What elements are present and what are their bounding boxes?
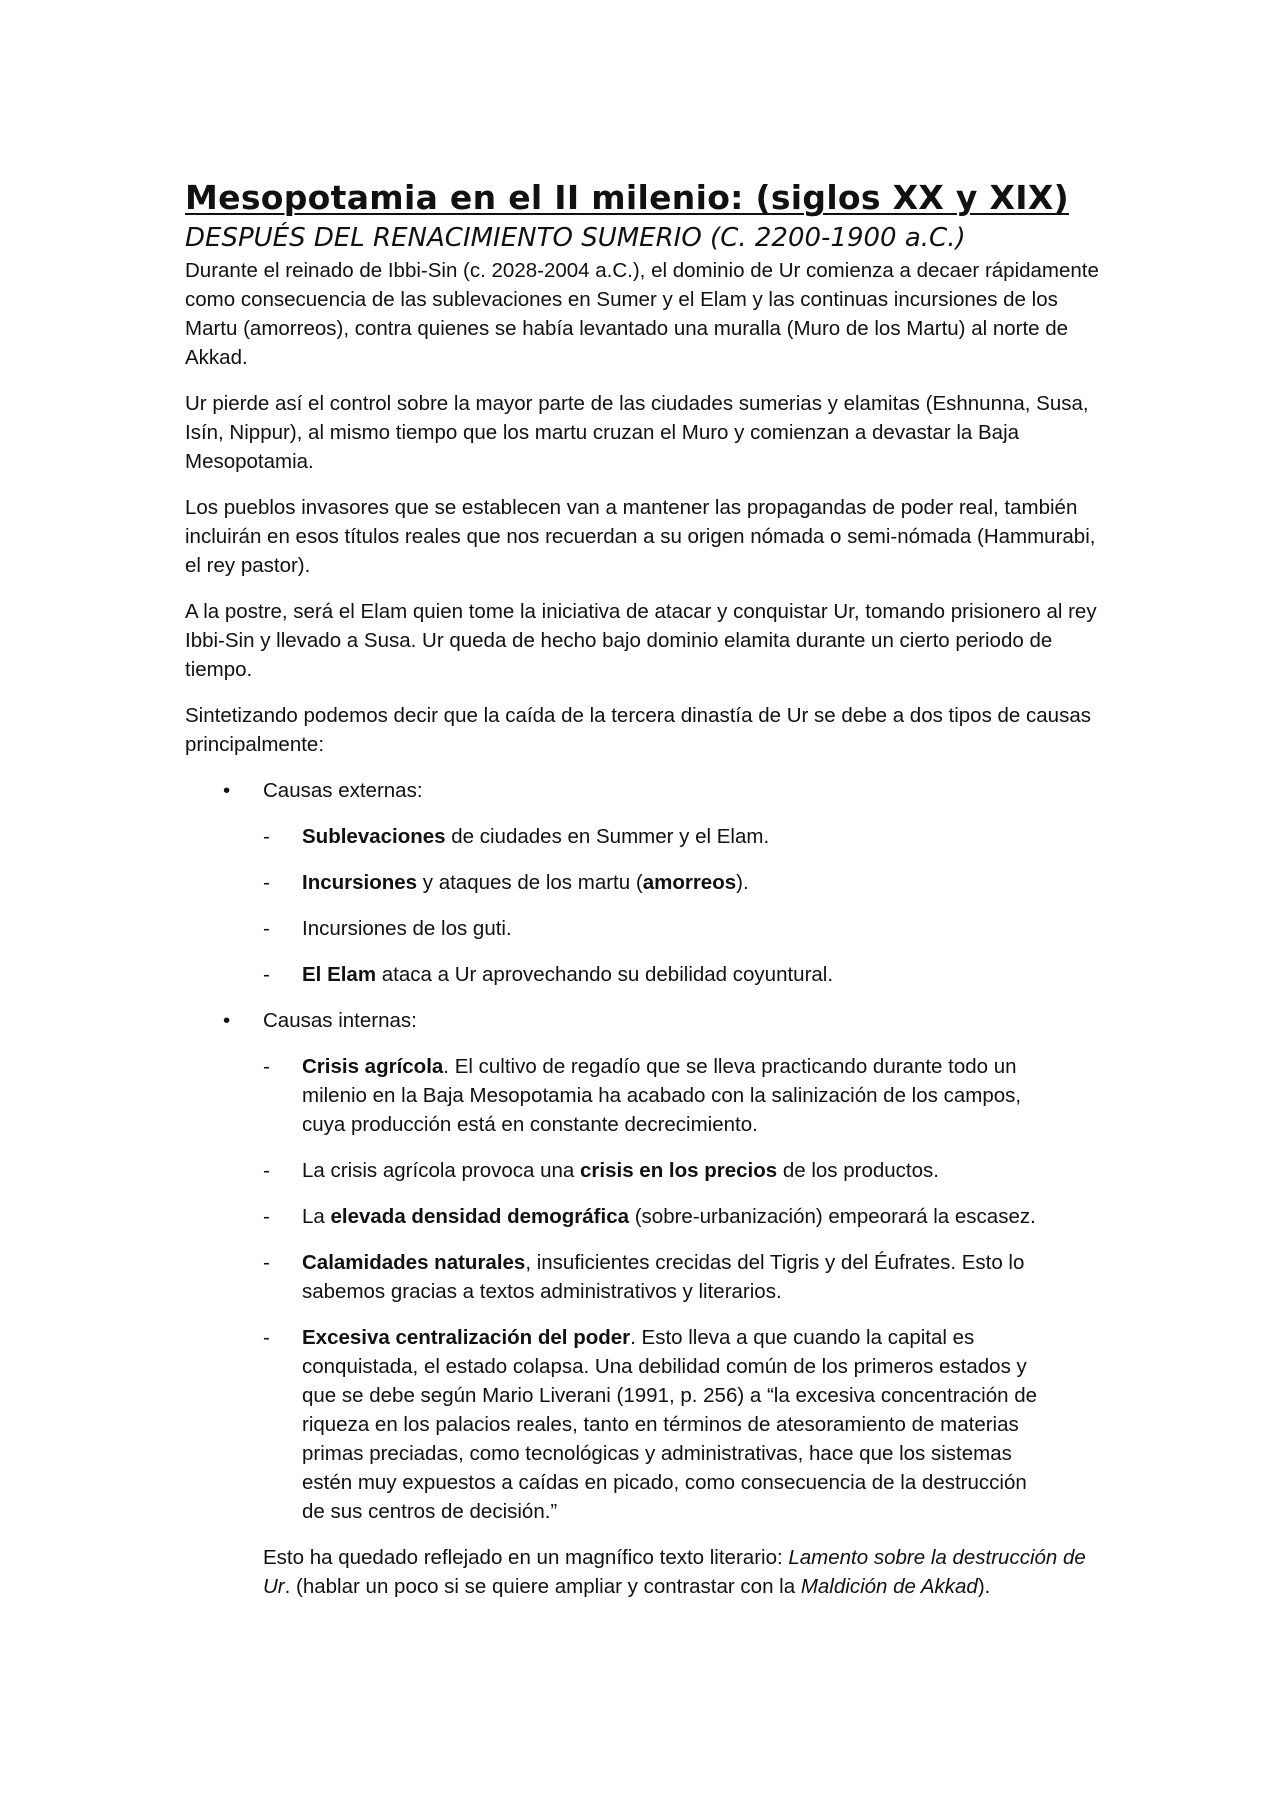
item-text: . Esto lleva a que cuando la capital es conquistada, el estado colapsa. Una debilidad común de los primeros estados y que se debe según Mario Liverani (1991, p. 256) a “la excesiva concentración de riqueza en los palacios reales, tanto en términos de atesoramiento de materias primas preciadas, como tecnológicas y administrativas, hace que los sistemas estén muy expuestos a caídas en picado, como consecuencia de la destrucción de sus centros de decisión.”: [302, 1326, 1038, 1523]
emphasis: Calamidades naturales: [302, 1251, 526, 1274]
emphasis: Incursiones: [302, 871, 418, 894]
causes-list: [185, 776, 1105, 1526]
dash-icon: -: [263, 1055, 270, 1078]
item-text: . (hablar un poco si se quiere ampliar y contrastar con la: [284, 1575, 801, 1598]
external-causes-list: [263, 822, 1105, 989]
item-text: de ciudades en Summer y el Elam.: [445, 825, 770, 848]
item-text: Incursiones de los guti.: [302, 917, 512, 940]
work-title: Maldición de Akkad: [800, 1575, 978, 1598]
dash-icon: -: [263, 825, 270, 848]
dash-icon: -: [263, 963, 270, 986]
item-text: ).: [736, 871, 749, 894]
list-item: [263, 914, 1042, 943]
emphasis: amorreos: [642, 871, 737, 894]
list-item: [263, 868, 1042, 897]
emphasis: Excesiva centralización del poder: [302, 1326, 631, 1349]
emphasis: El Elam: [302, 963, 377, 986]
item-text: , insuficientes crecidas del Tigris y del Éufrates. Esto lo sabemos gracias a textos administrativos y literarios.: [302, 1251, 1025, 1303]
document-page: [185, 176, 1105, 1618]
document-subtitle: DESPUÉS DEL RENACIMIENTO SUMERIO (C. 2200-1900 a.C.): [185, 223, 966, 253]
causes-internal-heading: Causas internas:: [263, 1009, 417, 1032]
work-title: Lamento sobre la destrucción de Ur: [263, 1546, 1086, 1598]
dash-icon: -: [263, 917, 270, 940]
list-item: [263, 1202, 1042, 1231]
item-text: (sobre-urbanización) empeorará la escasez.: [629, 1205, 1036, 1228]
paragraph-invaders: Los pueblos invasores que se establecen van a mantener las propagandas de poder real, también incluirán en esos títulos reales que nos recuerdan a su origen nómada o semi-nómada (Hammurabi, el rey pastor).: [185, 496, 1096, 577]
emphasis: crisis en los precios: [580, 1159, 778, 1182]
paragraph-elam-conquest: A la postre, será el Elam quien tome la iniciativa de atacar y conquistar Ur, tomando prisionero al rey Ibbi-Sin y llevado a Susa. Ur queda de hecho bajo dominio elamita durante un cierto periodo de tiempo.: [185, 600, 1097, 681]
emphasis: Sublevaciones: [302, 825, 446, 848]
dash-icon: -: [263, 1159, 270, 1182]
item-text: La: [302, 1205, 331, 1228]
internal-causes-list: [263, 1052, 1105, 1526]
item-text: ataca a Ur aprovechando su debilidad coyuntural.: [376, 963, 834, 986]
emphasis: elevada densidad demográfica: [330, 1205, 630, 1228]
causes-external: [185, 776, 1105, 989]
causes-internal: [185, 1006, 1105, 1526]
list-item: [263, 1248, 1042, 1306]
emphasis: Crisis agrícola: [302, 1055, 444, 1078]
item-text: . El cultivo de regadío que se lleva practicando durante todo un milenio en la Baja Mesopotamia ha acabado con la salinización de los campos, cuya producción está en constante decrecimiento.: [302, 1055, 1022, 1136]
dash-icon: -: [263, 1326, 270, 1349]
paragraph-intro: Durante el reinado de Ibbi-Sin (c. 2028-2004 a.C.), el dominio de Ur comienza a decaer rápidamente como consecuencia de las sublevaciones en Sumer y el Elam y las continuas incursiones de los Martu (amorreos), contra quienes se había levantado una muralla (Muro de los Martu) al norte de Akkad.: [185, 259, 1099, 369]
paragraph-loss-of-control: Ur pierde así el control sobre la mayor parte de las ciudades sumerias y elamitas (Eshnunna, Susa, Isín, Nippur), al mismo tiempo que los martu cruzan el Muro y comienzan a devastar la Baja Mesopotamia.: [185, 392, 1089, 473]
dash-icon: -: [263, 1251, 270, 1274]
bullet-icon: •: [223, 1009, 231, 1032]
list-item: [263, 1323, 1042, 1526]
list-item: [263, 1052, 1042, 1139]
item-text: La crisis agrícola provoca una: [302, 1159, 581, 1182]
item-text: Esto ha quedado reflejado en un magnífico texto literario:: [263, 1546, 789, 1569]
item-text: ).: [977, 1575, 991, 1598]
paragraph-closing: [263, 1543, 1105, 1601]
item-text: de los productos.: [777, 1159, 939, 1182]
list-item: [263, 1156, 1042, 1185]
list-item: [263, 960, 1042, 989]
list-item: [263, 822, 1042, 851]
bullet-icon: •: [223, 779, 231, 802]
causes-external-heading: Causas externas:: [263, 779, 423, 802]
document-title: Mesopotamia en el II milenio: (siglos XX y XIX): [185, 178, 1069, 217]
item-text: y ataques de los martu (: [417, 871, 643, 894]
paragraph-synthesis: Sintetizando podemos decir que la caída de la tercera dinastía de Ur se debe a dos tipos de causas principalmente:: [185, 704, 1091, 756]
dash-icon: -: [263, 871, 270, 894]
dash-icon: -: [263, 1205, 270, 1228]
